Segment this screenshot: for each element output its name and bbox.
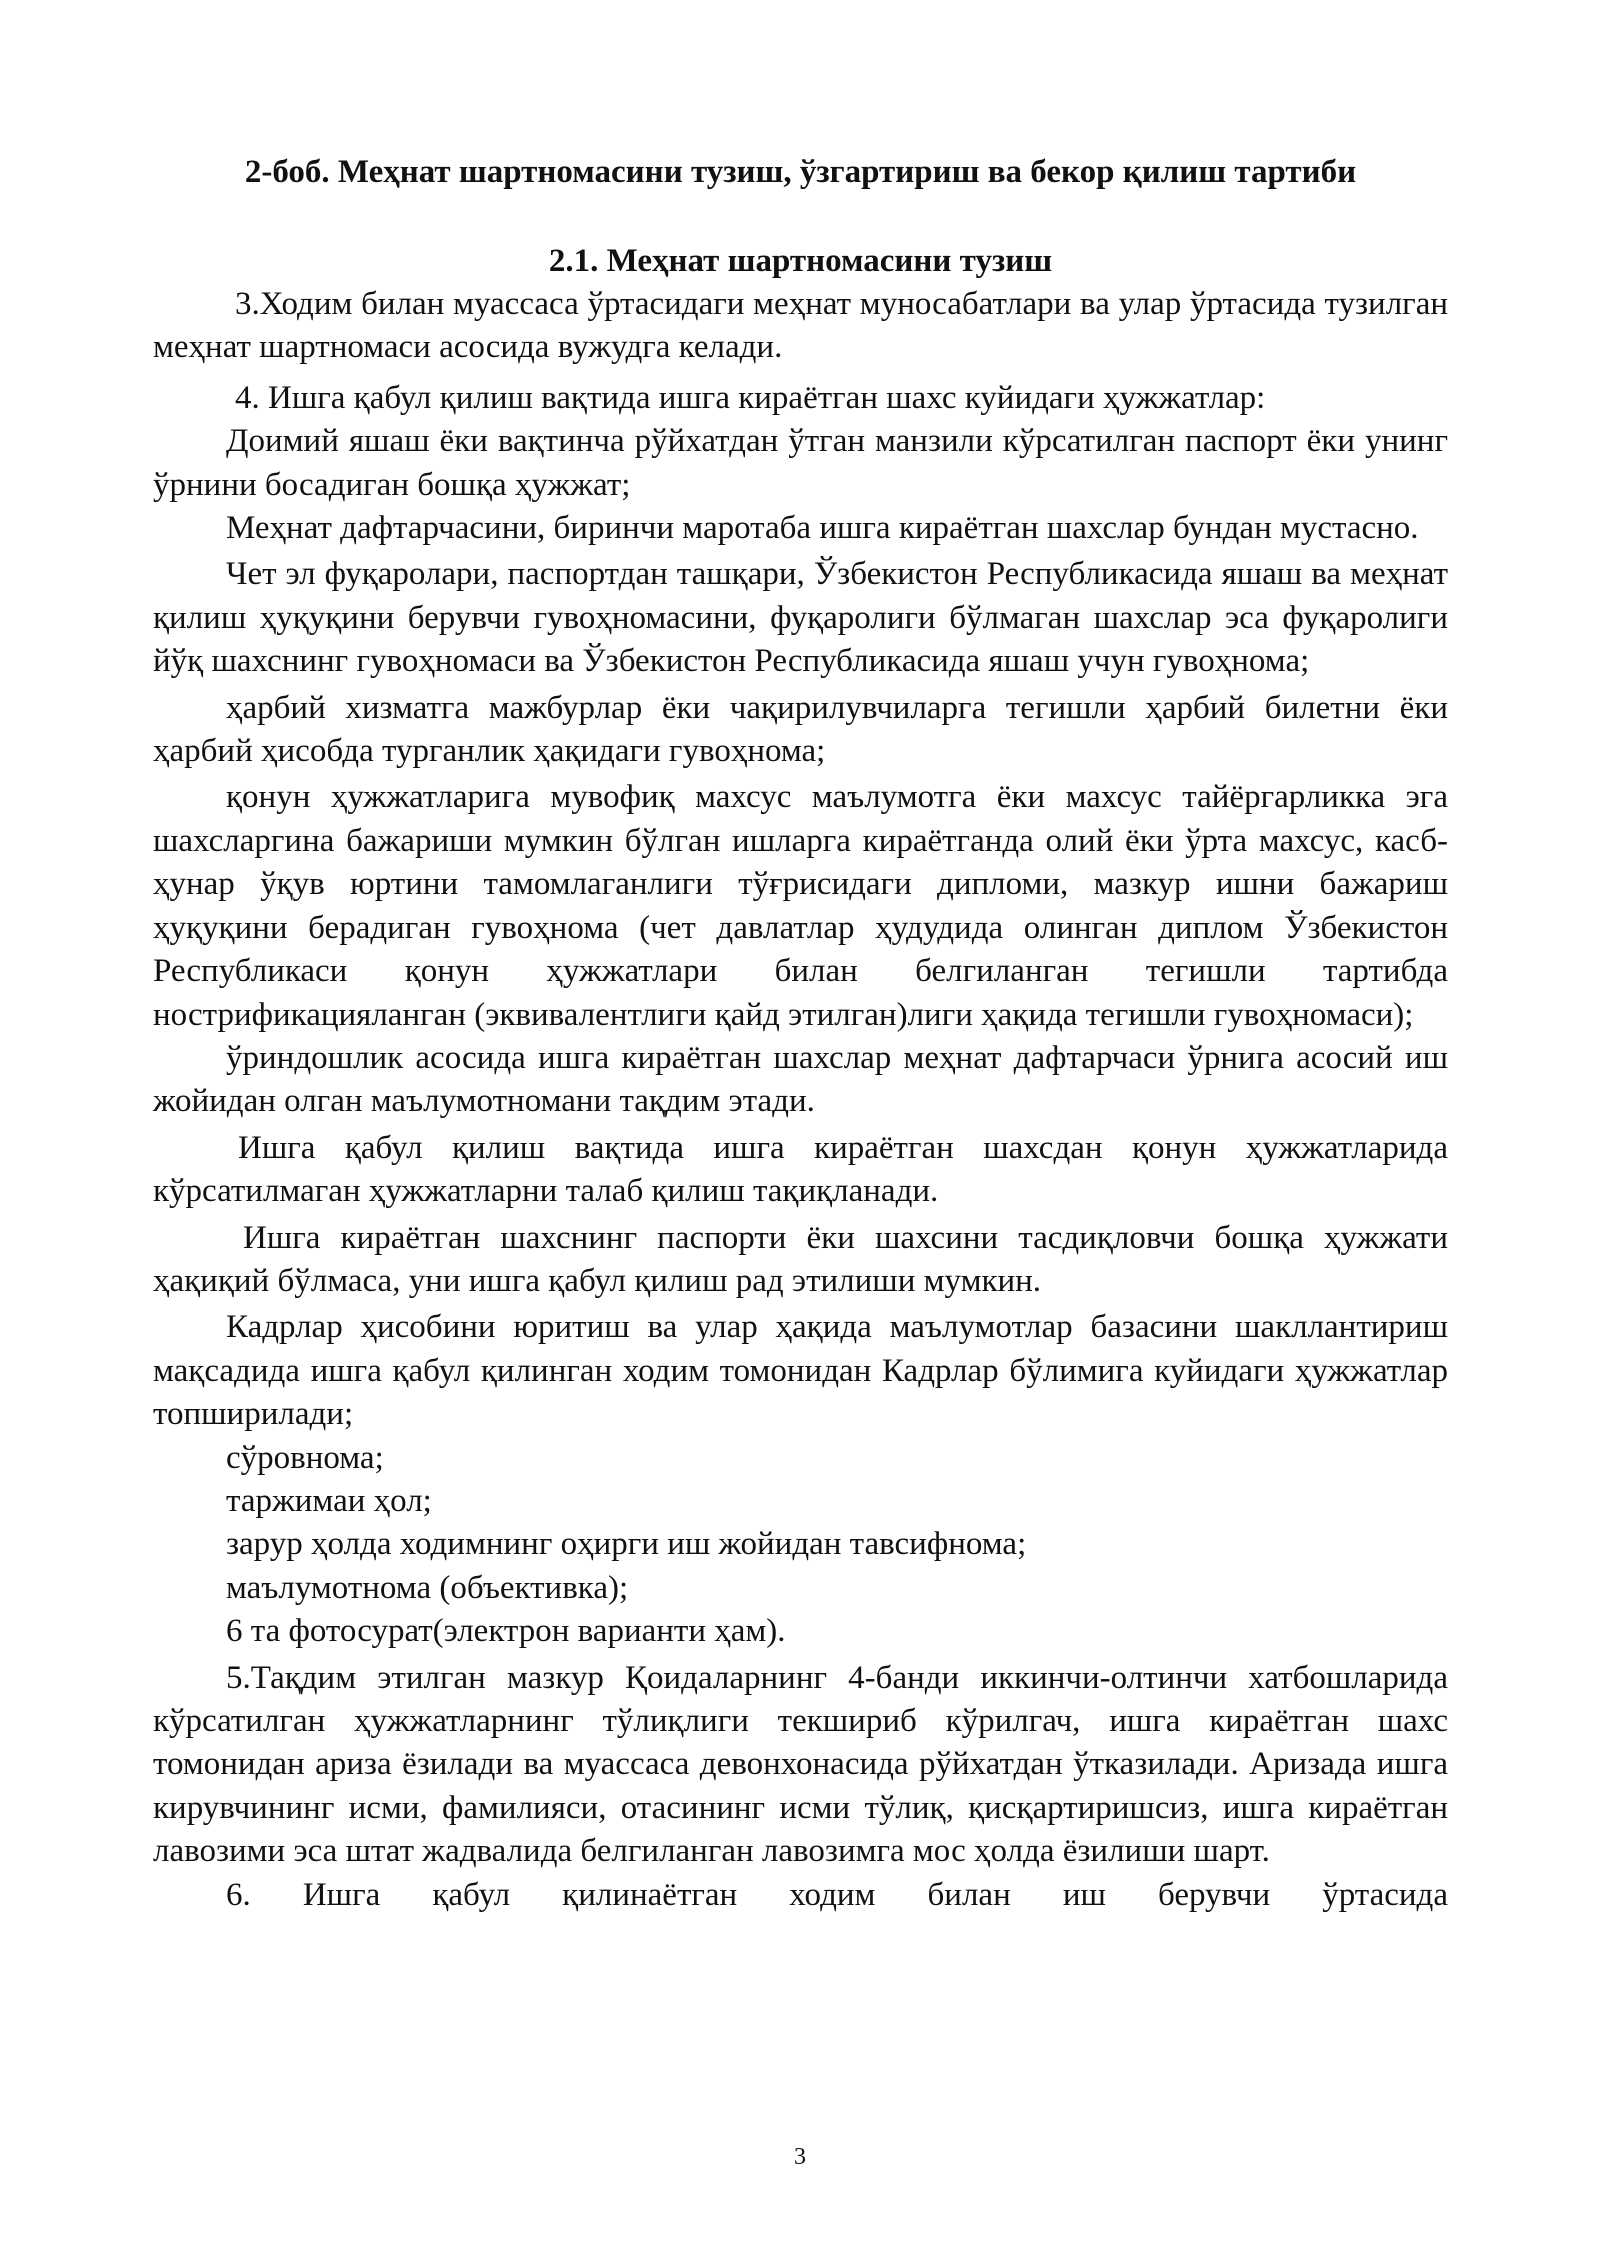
list-item-biography: таржимаи ҳол; (226, 1482, 432, 1519)
document-body (153, 150, 1448, 1917)
chapter-title: 2-боб. Меҳнат шартномасини тузиш, ўзгартириш ва бекор қилиш тартиби (244, 154, 1357, 190)
page-number: 3 (794, 2144, 806, 2170)
paragraph-diploma: қонун ҳужжатларига мувофиқ махсус маълумотга ёки махсус тайёргарликка эга шахсларгина бажариши мумкин бўлган ишларга кираётганда олий ёки ўрта махсус, касб-ҳунар ўқув юртини тамомлаганлиги тўғрисидаги дипломи, мазкур ишни бажариш ҳуқуқини берадиган гувоҳнома (чет давлатлар ҳудудида олинган диплом Ўзбекистон Республикаси қонун ҳужжатлари билан белгиланган тегишли тартибда нострификацияланган (эквивалентлиги қайд этилган)лиги ҳақида тегишли гувоҳномаси); (153, 779, 1448, 1033)
list-item-objective: маълумотнома (объективка); (226, 1569, 629, 1606)
paragraph-hr-documents: Кадрлар ҳисобини юритиш ва улар ҳақида маълумотлар базасини шакллантириш мақсадида ишга қабул қилинган ходим томонидан Кадрлар бўлимига куйидаги ҳужжатлар топширилади; (153, 1309, 1448, 1433)
paragraph-military: ҳарбий хизматга мажбурлар ёки чақирилувчиларга тегишли ҳарбий билетни ёки ҳарбий ҳисобда турганлик ҳақидаги гувоҳнома; (153, 689, 1448, 770)
paragraph-passport: Доимий яшаш ёки вақтинча рўйхатдан ўтган манзили кўрсатилган паспорт ёки унинг ўрнини босадиган бошқа ҳужжат; (153, 423, 1448, 503)
paragraph-labor-book: Меҳнат дафтарчасини, биринчи маротаба ишга кираётган шахслар бундан мустасно. (226, 510, 1419, 547)
paragraph-6: 6. Ишга қабул қилинаётган ходим билан иш берувчи ўртасида (226, 1876, 1448, 1913)
paragraph-part-time: ўриндошлик асосида ишга кираётган шахслар меҳнат дафтарчаси ўрнига асосий иш жойидан олган маълумотномани тақдим этади. (153, 1039, 1448, 1120)
paragraph-4: 4. Ишга қабул қилиш вақтида ишга кираётган шахс куйидаги ҳужжатлар: (235, 379, 1266, 416)
section-title: 2.1. Меҳнат шартномасини тузиш (548, 243, 1053, 279)
paragraph-list (153, 283, 1448, 1917)
paragraph-passport-invalid: Ишга кираётган шахснинг паспорти ёки шахсини тасдиқловчи бошқа ҳужжати ҳақиқий бўлмаса, уни ишга қабул қилиш рад этилиши мумкин. (153, 1219, 1448, 1299)
paragraph-prohibition: Ишга қабул қилиш вақтида ишга кираётган шахсдан қонун ҳужжатларида кўрсатилмаган ҳужжатларни талаб қилиш тақиқланади. (153, 1129, 1448, 1210)
paragraph-3: 3.Ходим билан муассаса ўртасидаги меҳнат муносабатлари ва улар ўртасида тузилган меҳнат шартномаси асосида вужудга келади. (153, 286, 1448, 366)
list-item-questionnaire: сўровнома; (226, 1439, 384, 1476)
list-item-photos: 6 та фотосурат(электрон варианти ҳам). (226, 1613, 786, 1650)
paragraph-5: 5.Тақдим этилган мазкур Қоидаларнинг 4-банди иккинчи-олтинчи хатбошларида кўрсатилган ҳужжатларнинг тўлиқлиги текшириб кўрилгач, ишга кираётган шахс томонидан ариза ёзилади ва муассаса девонхонасида рўйхатдан ўтказилади. Аризада ишга кирувчининг исми, фамилияси, отасининг исми тўлиқ, қисқартиришсиз, ишга кираётган лавозими эса штат жадвалида белгиланган лавозимга мос ҳолда ёзилиши шарт. (153, 1659, 1448, 1870)
list-item-reference: зарур ҳолда ходимнинг оҳирги иш жойидан тавсифнома; (226, 1526, 1027, 1563)
paragraph-foreign-citizens: Чет эл фуқаролари, паспортдан ташқари, Ўзбекистон Республикасида яшаш ва меҳнат қилиш ҳуқуқини берувчи гувоҳномасини, фуқаролиги бўлмаган шахслар эса фуқаролиги йўқ шахснинг гувоҳномаси ва Ўзбекистон Республикасида яшаш учун гувоҳнома; (153, 556, 1448, 680)
